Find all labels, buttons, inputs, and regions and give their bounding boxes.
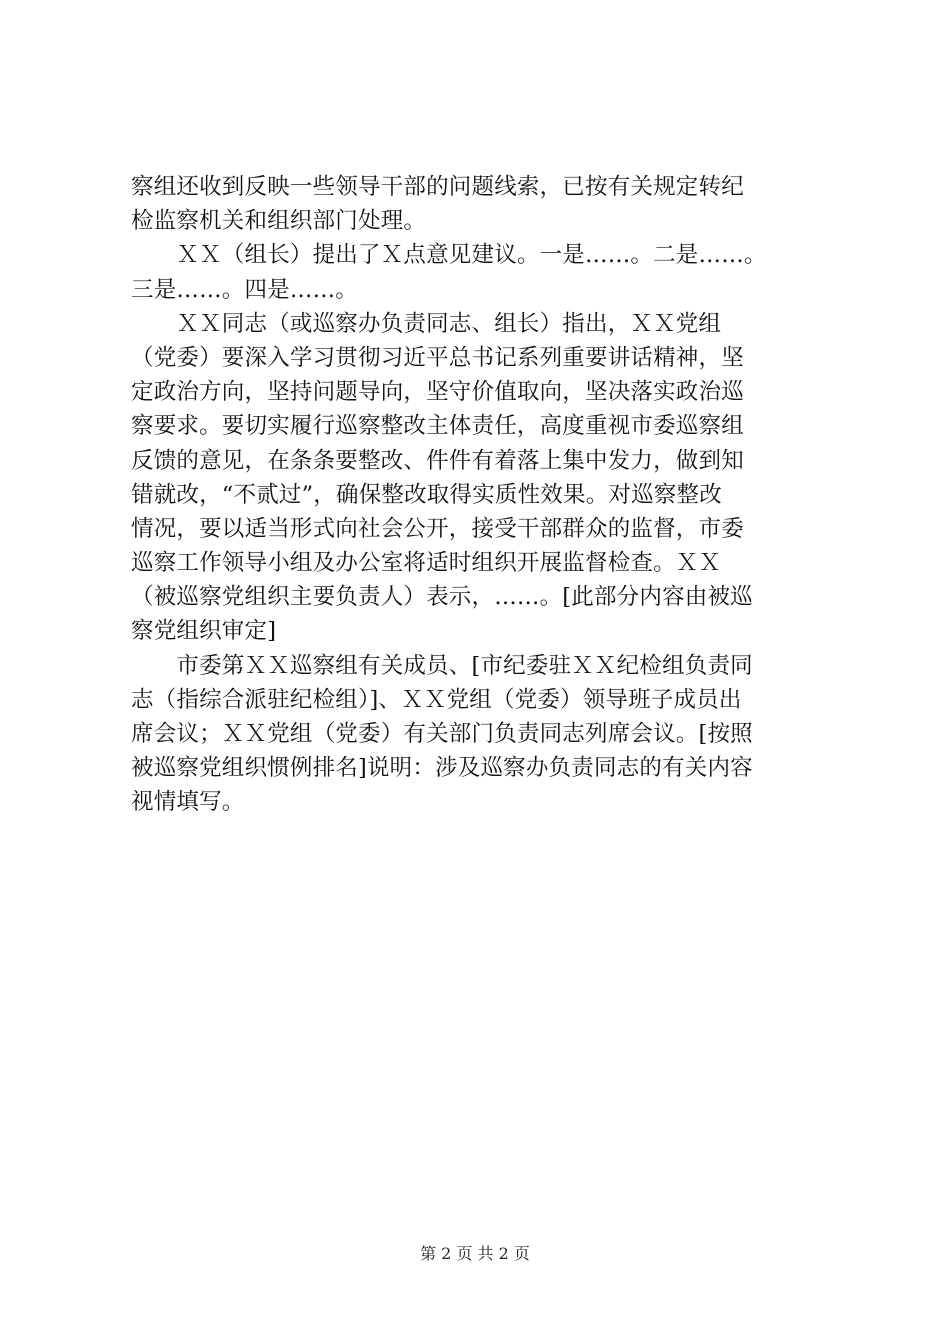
text-line: 情况，要以适当形式向社会公开，接受干部群众的监督，市委 bbox=[131, 515, 744, 542]
text-line: （被巡察党组织主要负责人）表示，……。[此部分内容由被巡 bbox=[131, 584, 753, 611]
text-line: （党委）要深入学习贯彻习近平总书记系列重要讲话精神，坚 bbox=[131, 344, 744, 371]
text-line: 定政治方向，坚持问题导向，坚守价值取向，坚决落实政治巡 bbox=[131, 379, 744, 406]
page-number: 第 2 页 共 2 页 bbox=[420, 1244, 530, 1263]
text-line: 三是……。四是……。 bbox=[131, 276, 359, 303]
text-line: 察要求。要切实履行巡察整改主体责任，高度重视市委巡察组 bbox=[131, 413, 744, 440]
page-footer bbox=[0, 1244, 950, 1264]
text-line: 错就改，“不贰过”，确保整改取得实质性效果。对巡察整改 bbox=[131, 481, 722, 508]
document-body bbox=[131, 170, 831, 820]
text-line: 市委第ＸＸ巡察组有关成员、[市纪委驻ＸＸ纪检组负责同 bbox=[131, 652, 753, 679]
text-line: ＸＸ同志（或巡察办负责同志、组长）指出，ＸＸ党组 bbox=[131, 310, 722, 337]
text-line: 反馈的意见，在条条要整改、件件有着落上集中发力，做到知 bbox=[131, 447, 744, 474]
text-line: 席会议；ＸＸ党组（党委）有关部门负责同志列席会议。[按照 bbox=[131, 721, 753, 747]
text-line: ＸＸ（组长）提出了Ｘ点意见建议。一是……。二是……。 bbox=[131, 242, 767, 269]
text-line: 视情填写。 bbox=[131, 789, 245, 816]
text-line: 察组还收到反映一些领导干部的问题线索，已按有关规定转纪 bbox=[131, 174, 744, 200]
text-line: 察党组织审定] bbox=[131, 618, 277, 645]
text-line: 检监察机关和组织部门处理。 bbox=[131, 208, 427, 235]
text-line: 巡察工作领导小组及办公室将适时组织开展监督检查。ＸＸ bbox=[131, 550, 722, 577]
text-line: 志（指综合派驻纪检组）]、ＸＸ党组（党委）领导班子成员出 bbox=[131, 686, 742, 713]
text-line: 被巡察党组织惯例排名]说明：涉及巡察办负责同志的有关内容 bbox=[131, 755, 753, 782]
